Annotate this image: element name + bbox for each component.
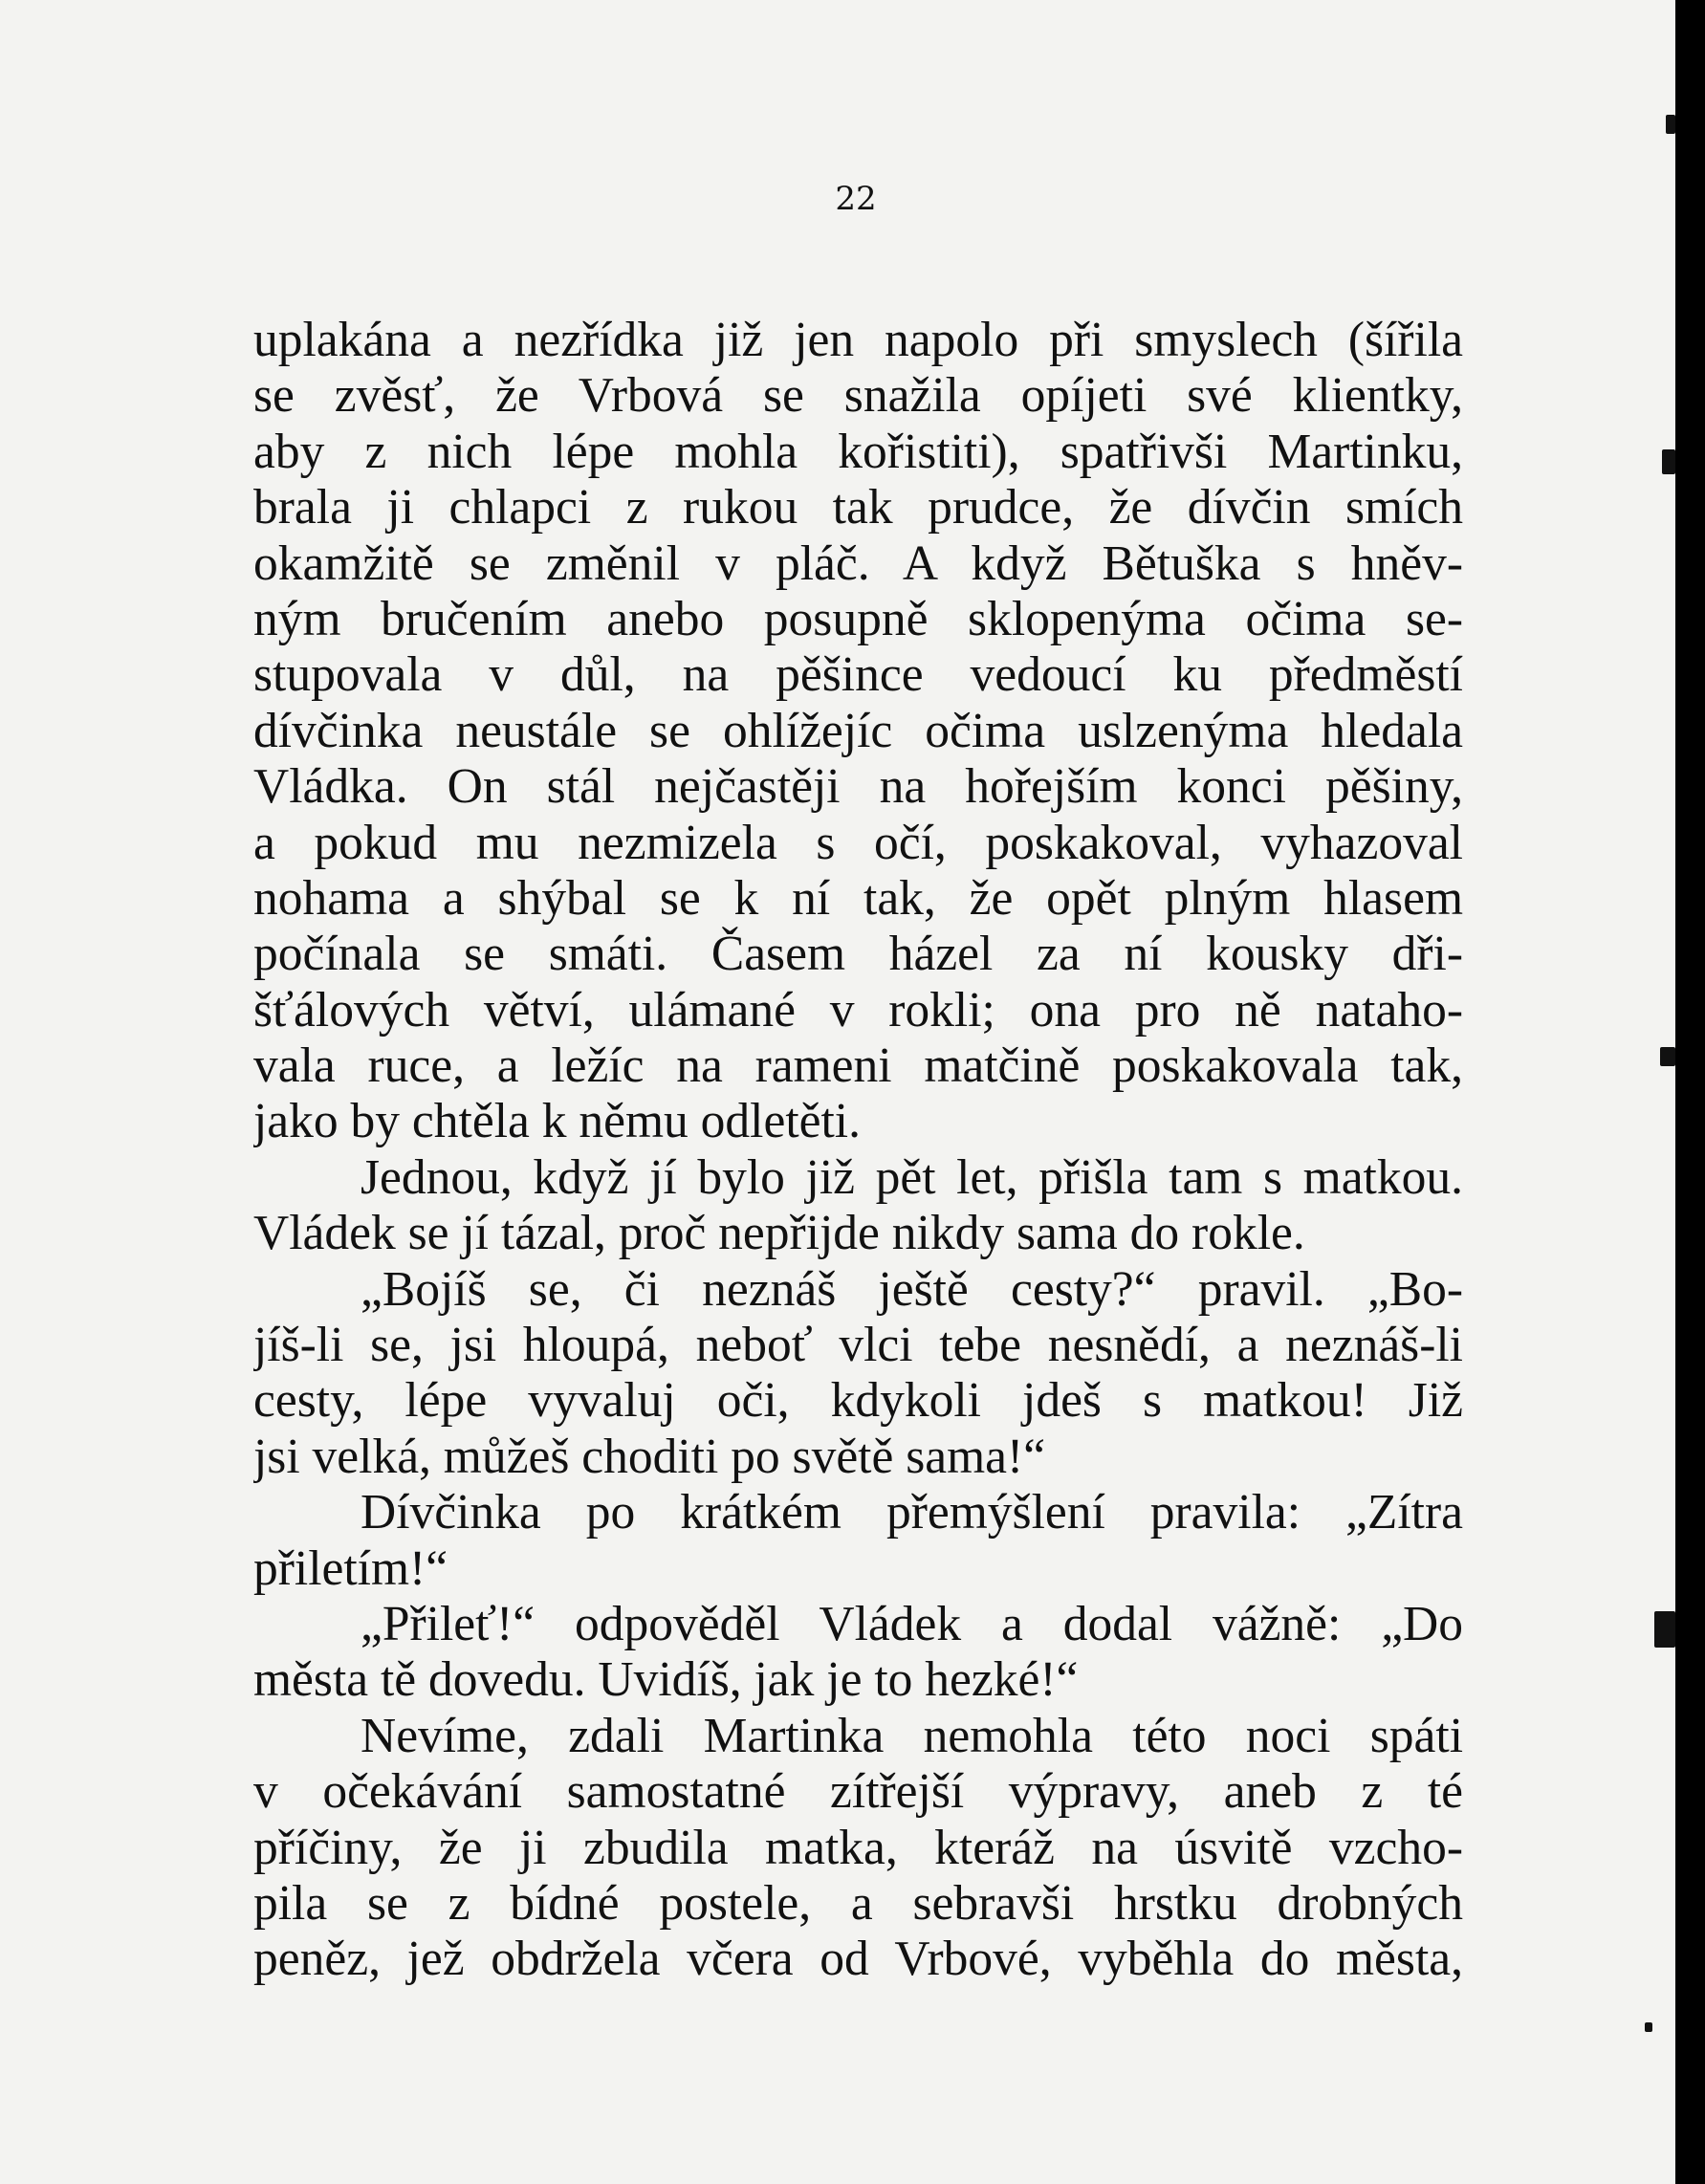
- text-line: uplakána a nezřídka již jen napolo při smyslech (šířila: [253, 313, 1463, 367]
- text-line: „Přileť!“ odpověděl Vládek a dodal vážně: „Do: [361, 1596, 1463, 1651]
- text-line: „Bojíš se, či neznáš ještě cesty?“ pravil. „Bo-: [361, 1261, 1463, 1317]
- text-line: pila se z bídné postele, a sebravši hrstku drobných: [253, 1875, 1463, 1931]
- text-line: města tě dovedu. Uvidíš, jak je to hezké!“: [253, 1652, 1079, 1708]
- text-line: se zvěsť, že Vrbová se snažila opíjeti své klientky,: [253, 368, 1463, 424]
- text-line: jako by chtěla k němu odletěti.: [253, 1094, 861, 1149]
- text-line: dívčinka neustále se ohlížejíc očima uslzenýma hledala: [253, 703, 1463, 758]
- text-line: v očekávání samostatné zítřejší výpravy, aneb z té: [253, 1764, 1463, 1820]
- text-line: šťálových větví, ulámané v rokli; ona pro ně nataho-: [253, 982, 1463, 1037]
- text-line: vala ruce, a ležíc na rameni matčině poskakovala tak,: [253, 1038, 1463, 1094]
- text-line: Jednou, když jí bylo již pět let, přišla tam s matkou.: [361, 1149, 1463, 1205]
- text-line: nohama a shýbal se k ní tak, že opět plným hlasem: [253, 870, 1463, 926]
- scan-mark: [1645, 2022, 1652, 2032]
- scan-mark: [1666, 115, 1675, 134]
- text-line: přiletím!“: [253, 1540, 448, 1596]
- text-line: ným bručením anebo posupně sklopenýma očima se-: [253, 591, 1463, 646]
- text-line: Vládek se jí tázal, proč nepřijde nikdy sama do rokle.: [253, 1206, 1305, 1261]
- text-line: Nevíme, zdali Martinka nemohla této noci spáti: [361, 1708, 1463, 1763]
- page-number: 22: [835, 180, 877, 218]
- text-line: jsi velká, můžeš choditi po světě sama!“: [253, 1429, 1046, 1484]
- text-line: stupovala v důl, na pěšince vedoucí ku předměstí: [253, 647, 1463, 703]
- text-line: peněz, jež obdržela včera od Vrbové, vyběhla do města,: [253, 1932, 1463, 1987]
- text-line: okamžitě se změnil v pláč. A když Bětuška s hněv-: [253, 535, 1463, 591]
- scan-mark: [1660, 1047, 1675, 1066]
- text-line: počínala se smáti. Časem házel za ní kousky dři-: [253, 927, 1463, 982]
- scan-mark: [1662, 449, 1675, 474]
- text-line: aby z nich lépe mohla kořistiti), spatřivši Martinku,: [253, 424, 1463, 479]
- text-line: Dívčinka po krátkém přemýšlení pravila: „Zítra: [361, 1485, 1463, 1540]
- text-line: jíš-li se, jsi hloupá, neboť vlci tebe nesnědí, a neznáš-li: [253, 1318, 1463, 1373]
- text-line: a pokud mu nezmizela s očí, poskakoval, vyhazoval: [253, 815, 1463, 870]
- text-line: příčiny, že ji zbudila matka, kteráž na úsvitě vzcho-: [253, 1820, 1463, 1875]
- text-line: Vládka. On stál nejčastěji na hořejším konci pěšiny,: [253, 759, 1463, 815]
- text-line: cesty, lépe vyvaluj oči, kdykoli jdeš s matkou! Již: [253, 1373, 1463, 1429]
- body-text: [253, 313, 1463, 1988]
- scan-mark: [1654, 1611, 1675, 1648]
- text-line: brala ji chlapci z rukou tak prudce, že dívčin smích: [253, 480, 1463, 535]
